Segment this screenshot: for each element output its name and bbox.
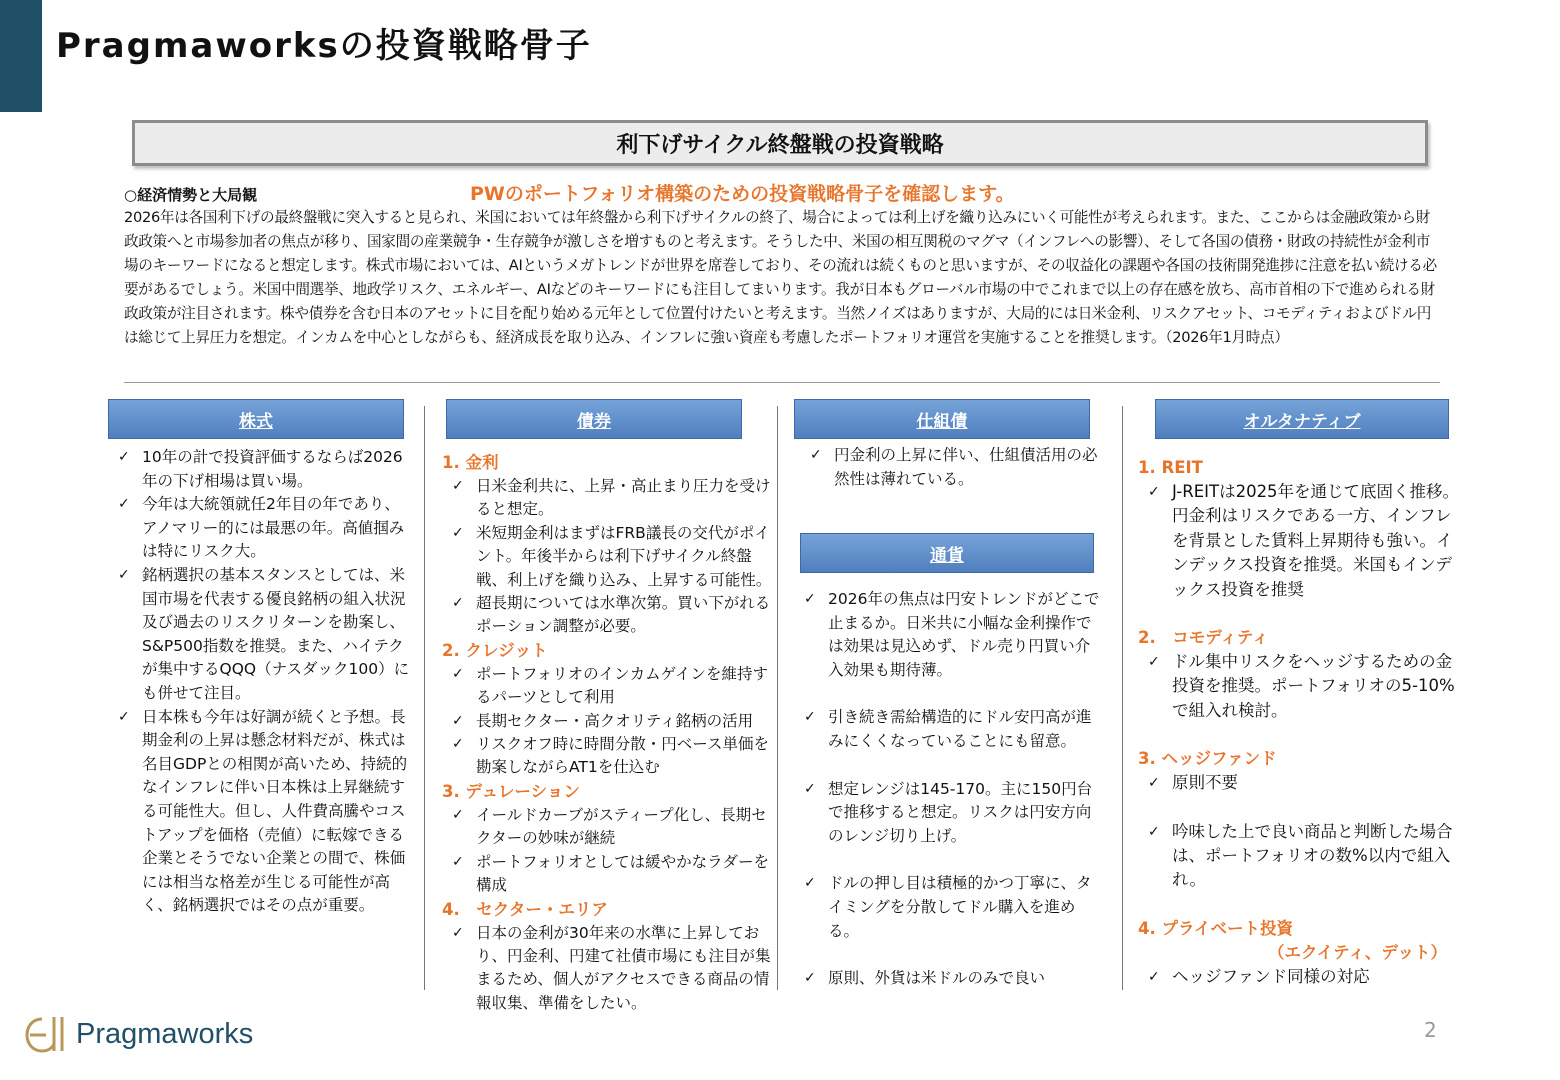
outlook-body: 2026年は各国利下げの最終盤戦に突入すると見られ、米国においては年終盤から利下げサイクルの終了、場合によっては利上げを織り込みにいく可能性が考えられます。また、ここからは金融政策から財政政策へと市場参加者の焦点が移り、国家間の産業競争・生存競争が激しさを増すものと考えます。そうした中、米国の相互関税のマグマ（インフレへの影響）、そして各国の債務・財政の持続性が金利市場のキーワードになると想定します。株式市場においては、AIというメガトレンドが世界を席巻しており、その流れは続くものと思いますが、その収益化の課題や各国の技術開発進捗に注意を払い続ける必要があるでしょう。米国中間選挙、地政学リスク、エネルギー、AIなどのキーワードにも注目してまいります。我が日本もグローバル市場の中でこれまで以上の存在感を放ち、高市首相の下で進められる財政政策が注目されます。株や債券を含む日本のアセットに目を配り始める元年として位置付けたいと考えます。当然ノイズはありますが、大局的には日米金利、リスクアセット、コモディティおよびドル円は総じて上昇圧力を想定。インカムを中心としながらも、経済成長を取り込み、インフレに強い資産も考慮したポートフォリオ運営を実施することを推奨します。（2026年1月時点） [124, 209, 1437, 346]
check-icon: ✓ [452, 524, 464, 541]
check-icon: ✓ [452, 806, 464, 823]
list-item: ✓ ヘッジファンド同様の対応 [1172, 965, 1462, 989]
alt-section-title: 1. REIT [1138, 458, 1203, 477]
spacer [828, 754, 1104, 778]
bonds-section-title: 4. セクター・エリア [442, 899, 608, 919]
list-item: ✓ 10年の計で投資評価するならば2026年の下げ相場は買い場。 [118, 448, 403, 490]
list-item: ✓ ポートフォリオのインカムゲインを維持するパーツとして利用 [452, 664, 769, 707]
alternatives-header: オルタナティブ [1155, 399, 1449, 439]
spacer [1172, 796, 1462, 820]
spacer [1172, 602, 1462, 626]
check-icon: ✓ [118, 496, 130, 513]
check-icon: ✓ [810, 447, 822, 463]
alt-section-title: 4. プライベート投資 [1138, 918, 1293, 938]
currency-column [804, 588, 1104, 991]
list-item: ✓ 長期セクター・高クオリティ銘柄の活用 [476, 710, 772, 733]
check-icon: ✓ [452, 478, 464, 494]
column-divider [424, 406, 425, 990]
equity-column [118, 446, 412, 918]
check-icon: ✓ [804, 591, 816, 607]
check-icon: ✓ [118, 566, 130, 583]
check-icon: ✓ [1148, 823, 1160, 840]
check-icon: ✓ [452, 665, 464, 682]
title-accent-bar [0, 0, 42, 112]
spacer [828, 682, 1104, 706]
outlook-divider [124, 382, 1440, 383]
structured-header: 仕組債 [794, 399, 1090, 439]
outlook-highlight: PWのポートフォリオ構築のための投資戦略骨子を確認します。 [470, 183, 1015, 205]
list-item: ✓ 吟味した上で良い商品と判断した場合は、ポートフォリオの数%以内で組入れ。 [1148, 821, 1453, 890]
structured-column [810, 444, 1104, 491]
check-icon: ✓ [804, 780, 816, 797]
alternatives-column [1138, 456, 1462, 989]
check-icon: ✓ [1148, 484, 1160, 500]
list-item: ✓ 引き続き需給構造的にドル安円高が進みにくくなっていることにも留意。 [804, 708, 1092, 750]
column-divider [777, 406, 778, 990]
currency-header: 通貨 [800, 533, 1094, 573]
check-icon: ✓ [1148, 968, 1160, 985]
list-item: ✓ 円金利の上昇に伴い、仕組債活用の必然性は薄れている。 [810, 446, 1098, 488]
check-icon: ✓ [452, 924, 464, 941]
check-icon: ✓ [804, 709, 816, 726]
list-item: ✓ 銘柄選択の基本スタンスとしては、米国市場を代表する優良銘柄の組入状況及び過去のリスクリターンを勘案し、S&P500指数を推奨。また、ハイテクが集中するQQQ（ナスダック100）にも併せて注目。 [118, 565, 410, 702]
page-number: 2 [1424, 1018, 1437, 1042]
list-item: ✓ J-REITは2025年を通じて底固く推移。円金利はリスクである一方、インフレを背景とした賃料上昇期待も強い。インデックス投資を推奨。米国もインデックス投資を推奨 [1148, 482, 1460, 599]
list-item: ✓ ドルの押し目は積極的かつ丁寧に、タイミングを分散してドル購入を進める。 [804, 874, 1092, 940]
alt-section-title: 2. コモディティ [1138, 628, 1269, 648]
check-icon: ✓ [452, 712, 464, 729]
check-icon: ✓ [452, 736, 464, 753]
spacer [1172, 723, 1462, 747]
logo-text: Pragmaworks [76, 1017, 254, 1050]
list-item: ✓ ドル集中リスクをヘッジするための金投資を推奨。ポートフォリオの5-10%で組入れ検討。 [1148, 652, 1455, 720]
bonds-section-title: 1. 金利 [442, 453, 499, 472]
outlook-heading: ○経済情勢と大局観 [124, 186, 258, 204]
bonds-section-title: 2. クレジット [442, 640, 548, 660]
spacer [828, 943, 1104, 967]
list-item: ✓ 日本株も今年は好調が続くと予想。長期金利の上昇は懸念材料だが、株式は名目GDPとの相関が高いため、持続的なインフレに伴い日本株は上昇継続する可能性大。但し、人件費高騰やコストアップを価格（売値）に転嫁できる企業とそうでない企業との間で、株価には相当な格差が生じる可能性が高く、銘柄選択ではその点が重要。 [118, 707, 408, 915]
list-item: ✓ 2026年の焦点は円安トレンドがどこで止まるか。日米共に小幅な金利操作では効果は見込めず、ドル売り円買い介入効果も期待薄。 [804, 590, 1100, 679]
bonds-column [442, 451, 772, 1015]
list-item: ✓ 原則、外貨は米ドルのみで良い [828, 967, 1104, 991]
list-item: ✓ リスクオフ時に時間分散・円ベース単価を勘案しながらAT1を仕込む [452, 735, 769, 777]
list-item: ✓ イールドカーブがスティープ化し、長期セクターの妙味が継続 [452, 805, 767, 848]
check-icon: ✓ [452, 853, 464, 870]
list-item: ✓ 日本の金利が30年来の水準に上昇しており、円金利、円建て社債市場にも注目が集まるため、個人がアクセスできる商品の情報収集、準備をしたい。 [452, 923, 771, 1012]
list-item: ✓ 今年は大統領就任2年目の年であり、アノマリー的には最悪の年。高値掴みは特にリスク大。 [118, 495, 405, 561]
list-item: ✓ 想定レンジは145-170。主に150円台で推移すると想定。リスクは円安方向のレンジ切り上げ。 [804, 779, 1093, 845]
check-icon: ✓ [1148, 654, 1160, 671]
check-icon: ✓ [804, 875, 816, 892]
subtitle: 利下げサイクル終盤戦の投資戦略 [616, 132, 944, 158]
spacer [828, 848, 1104, 872]
logo [24, 1013, 253, 1055]
list-item: ✓ 日米金利共に、上昇・高止まり圧力を受けると想定。 [452, 477, 771, 519]
check-icon: ✓ [118, 449, 130, 465]
list-item: ✓ 米短期金利はまずはFRB議長の交代がポイント。年後半からは利下げサイクル終盤戦、利上げを織り込み、上昇する可能性。 [452, 523, 772, 589]
equity-header: 株式 [108, 399, 404, 439]
bonds-section-title: 3. デュレーション [442, 781, 580, 801]
list-item: ✓ 超長期については水準次第。買い下がれるポーション調整が必要。 [452, 594, 771, 636]
subtitle-box [132, 120, 1428, 166]
bonds-header: 債券 [446, 399, 742, 439]
list-item: ✓ ポートフォリオとしては緩やかなラダーを構成 [452, 852, 769, 895]
check-icon: ✓ [118, 708, 130, 725]
pragmaworks-logo-icon [24, 1013, 70, 1055]
list-item: ✓ 原則不要 [1172, 771, 1462, 795]
column-divider [1122, 406, 1123, 990]
page-title: Pragmaworksの投資戦略骨子 [56, 26, 592, 66]
alt-section-subtitle: （エクイティ、デット） [1268, 942, 1448, 962]
check-icon: ✓ [452, 595, 464, 612]
check-icon: ✓ [1148, 775, 1160, 792]
spacer [1172, 893, 1462, 917]
alt-section-title: 3. ヘッジファンド [1138, 749, 1277, 769]
check-icon: ✓ [804, 970, 816, 987]
